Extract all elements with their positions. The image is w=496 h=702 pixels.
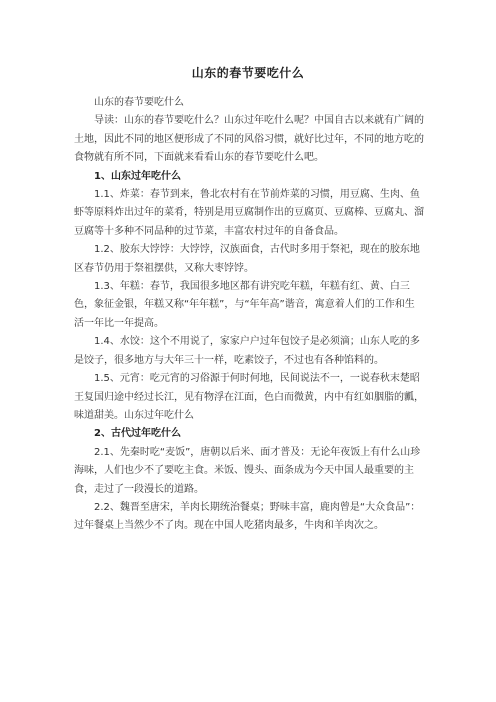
section-heading: 1、山东过年吃什么	[94, 170, 181, 182]
paragraph: 2.2、魏晋至唐宋，羊肉长期统治餐桌；野味丰富，鹿肉曾是“大众食品”：过年餐桌上当然少不了肉。现在中国人吃猪肉最多，牛肉和羊肉次之。	[74, 501, 421, 532]
document-title: 山东的春节要吃什么	[191, 66, 305, 80]
paragraph: 1.2、胶东大饽饽：大饽饽，汉族面食，古代时多用于祭祀，现在的胶东地区春节仍用于祭祖摆供，又称大枣饽饽。	[74, 244, 420, 274]
paragraph: 1.1、炸菜：春节到来，鲁北农村有在节前炸菜的习惯，用豆腐、生肉、鱼虾等原料炸出过年的菜肴，特别是用豆腐制作出的豆腐页、豆腐棒、豆腐丸、溜豆腐等十多种不同品种的过节菜，丰富农村过年的自备食品。	[74, 189, 424, 237]
paragraph: 导读：山东的春节要吃什么？山东过年吃什么呢？中国自古以来就有广阔的土地，因此不同的地区便形成了不同的风俗习惯，就好比过年，不同的地方吃的食物就有所不同，下面就来看看山东的春节要吃什么吧。	[74, 115, 424, 164]
paragraph: 2.1、先秦时吃“麦饭”，唐朝以后米、面才普及：无论年夜饭上有什么山珍海味，人们也少不了要吃主食。米饭、馒头、面条成为今天中国人最重要的主食，走过了一段漫长的道路。	[74, 446, 421, 495]
paragraph: 1.5、元宵：吃元宵的习俗源于何时何地，民间说法不一，一说春秋末楚昭王复国归途中经过长江，见有物浮在江面，色白而微黄，内中有红如胭脂的瓤，味道甜美。山东过年吃什么	[74, 373, 424, 421]
paragraph: 1.4、水饺：这个不用说了，家家户户过年包饺子是必须滴；山东人吃的多是饺子，很多地方与大年三十一样，吃素饺子，不过也有各种馅料的。	[74, 336, 420, 366]
section-heading: 2、古代过年吃什么	[94, 428, 181, 440]
paragraph: 1.3、年糕：春节，我国很多地区都有讲究吃年糕，年糕有红、黄、白三色，象征金银，年糕又称“年年糕”，与“年年高”谐音，寓意着人们的工作和生活一年比一年提高。	[74, 281, 415, 329]
document-body	[74, 94, 424, 536]
paragraph: 山东的春节要吃什么	[94, 97, 184, 108]
